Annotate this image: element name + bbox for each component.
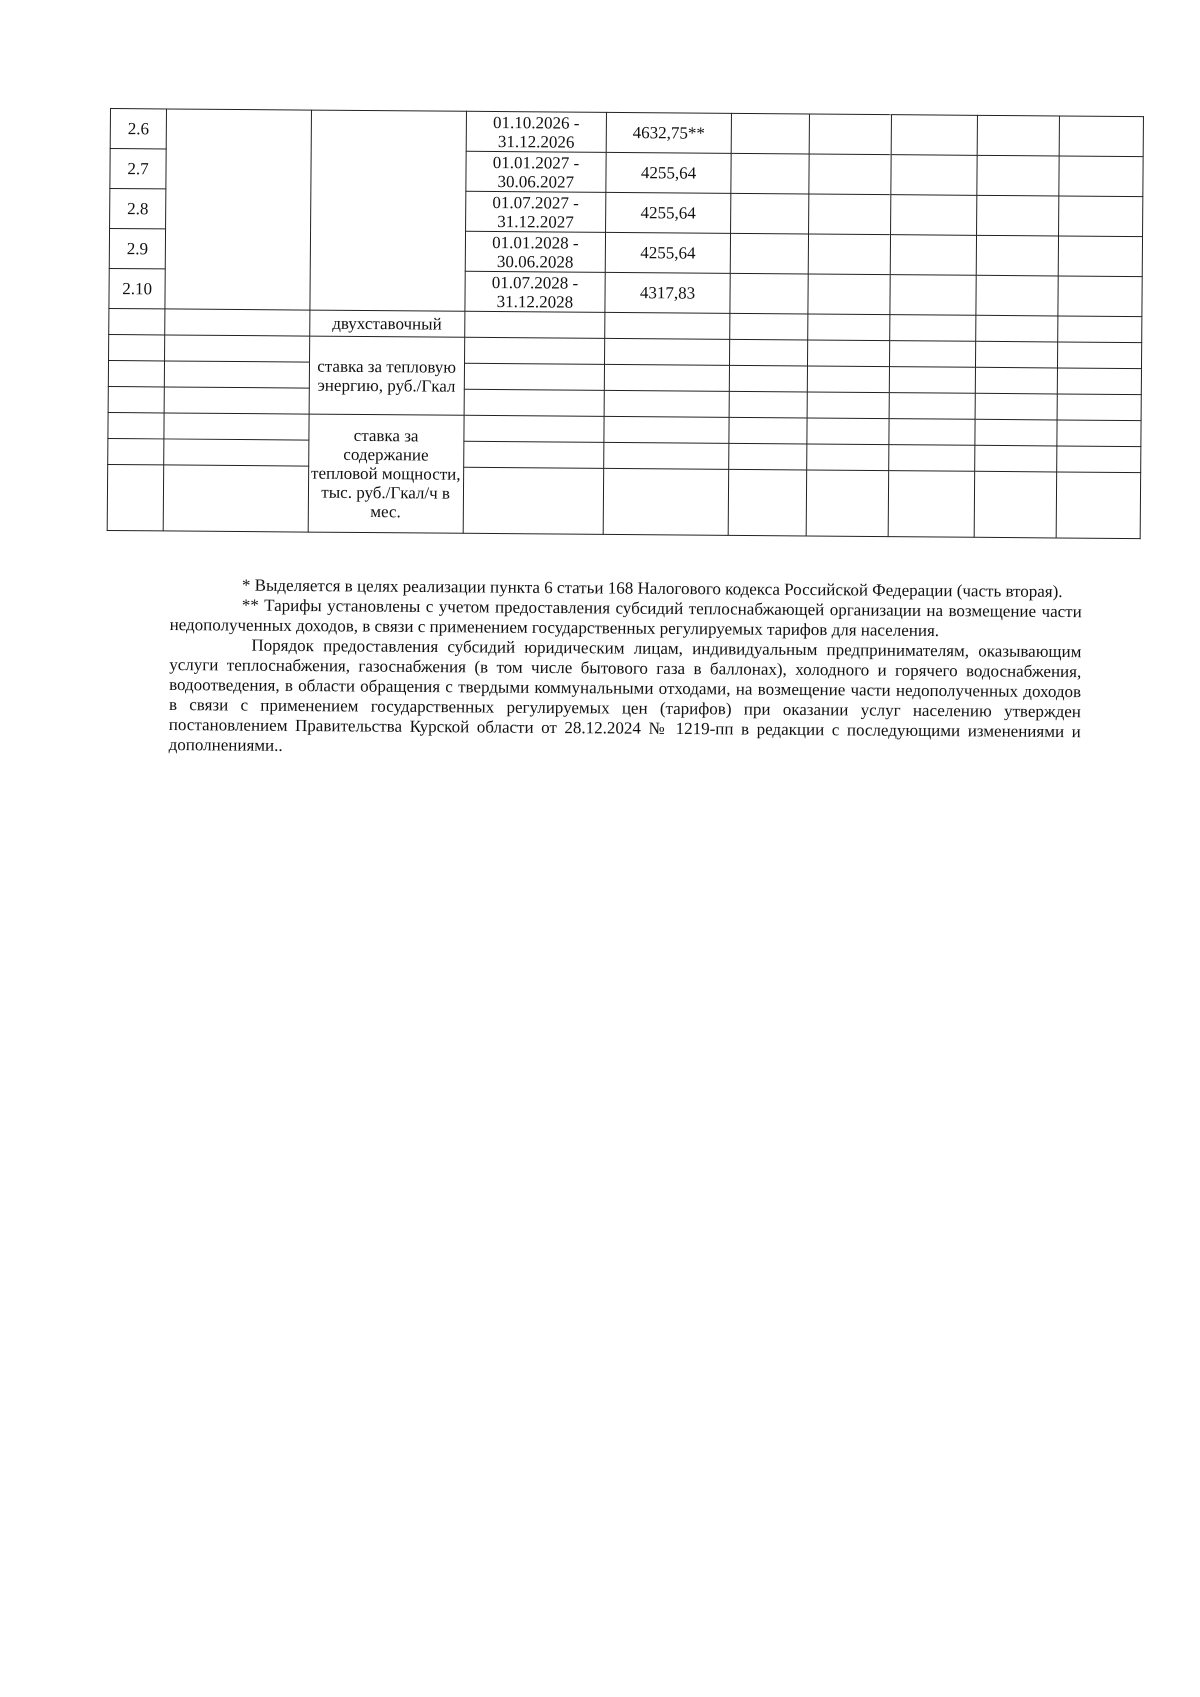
two-part-label: двухставочный — [309, 310, 464, 337]
row-number: 2.9 — [109, 229, 165, 269]
tariff-value: 4255,64 — [605, 232, 730, 273]
row-number: 2.6 — [110, 109, 166, 149]
period-cell: 01.01.2028 - 30.06.2028 — [465, 231, 605, 272]
tariff-table — [107, 108, 1144, 539]
empty-cell — [165, 109, 311, 310]
heat-capacity-rate-label: ставка за содержание тепловой мощности, тыс. руб./Гкал/ч в мес. — [308, 414, 464, 533]
footnotes — [169, 575, 1082, 762]
subsidy-procedure-paragraph: Порядок предоставления субсидий юридическим лицам, индивидуальным предпринимателям, оказывающим услуги теплоснабжения, газоснабжения (в том числе бытового газа в баллонах), холодного и горячего водоснабжения, водоотведения, в области обращения с твердыми коммунальными отходами, на возмещение части недополученных доходов в связи с применением государственных регулируемых цен (тарифов) при оказании услуг населению утвержден постановлением Правительства Курской области от 28.12.2024 № 1219-пп в редакции с последующими изменениями и дополнениями.. — [168, 635, 1082, 755]
footnote-subsidy: ** Тарифы установлены с учетом предоставления субсидий теплоснабжающей организации на возмещение части недополученных доходов, в связи с применением государственных регулируемых тарифов для населения. — [169, 595, 1082, 641]
row-number: 2.7 — [110, 149, 166, 189]
period-cell: 01.10.2026 - 31.12.2026 — [466, 111, 606, 152]
tariff-value: 4317,83 — [605, 272, 730, 313]
tariff-value: 4632,75** — [606, 112, 731, 153]
table-row — [107, 464, 1140, 538]
row-number: 2.10 — [109, 268, 165, 308]
empty-cell — [309, 110, 466, 311]
period-cell: 01.01.2027 - 30.06.2027 — [466, 151, 606, 192]
tariff-value: 4255,64 — [606, 152, 731, 193]
table-row — [110, 109, 1143, 157]
period-cell: 01.07.2028 - 31.12.2028 — [465, 271, 605, 312]
footnote-vat: * Выделяется в целях реализации пункта 6 статьи 168 Налогового кодекса Российской Федерации (часть вторая). — [241, 575, 1063, 602]
period-cell: 01.07.2027 - 31.12.2027 — [465, 191, 605, 232]
row-number: 2.8 — [110, 189, 166, 229]
heat-energy-rate-label: ставка за тепловую энергию, руб./Гкал — [309, 336, 465, 415]
tariff-value: 4255,64 — [606, 192, 731, 233]
